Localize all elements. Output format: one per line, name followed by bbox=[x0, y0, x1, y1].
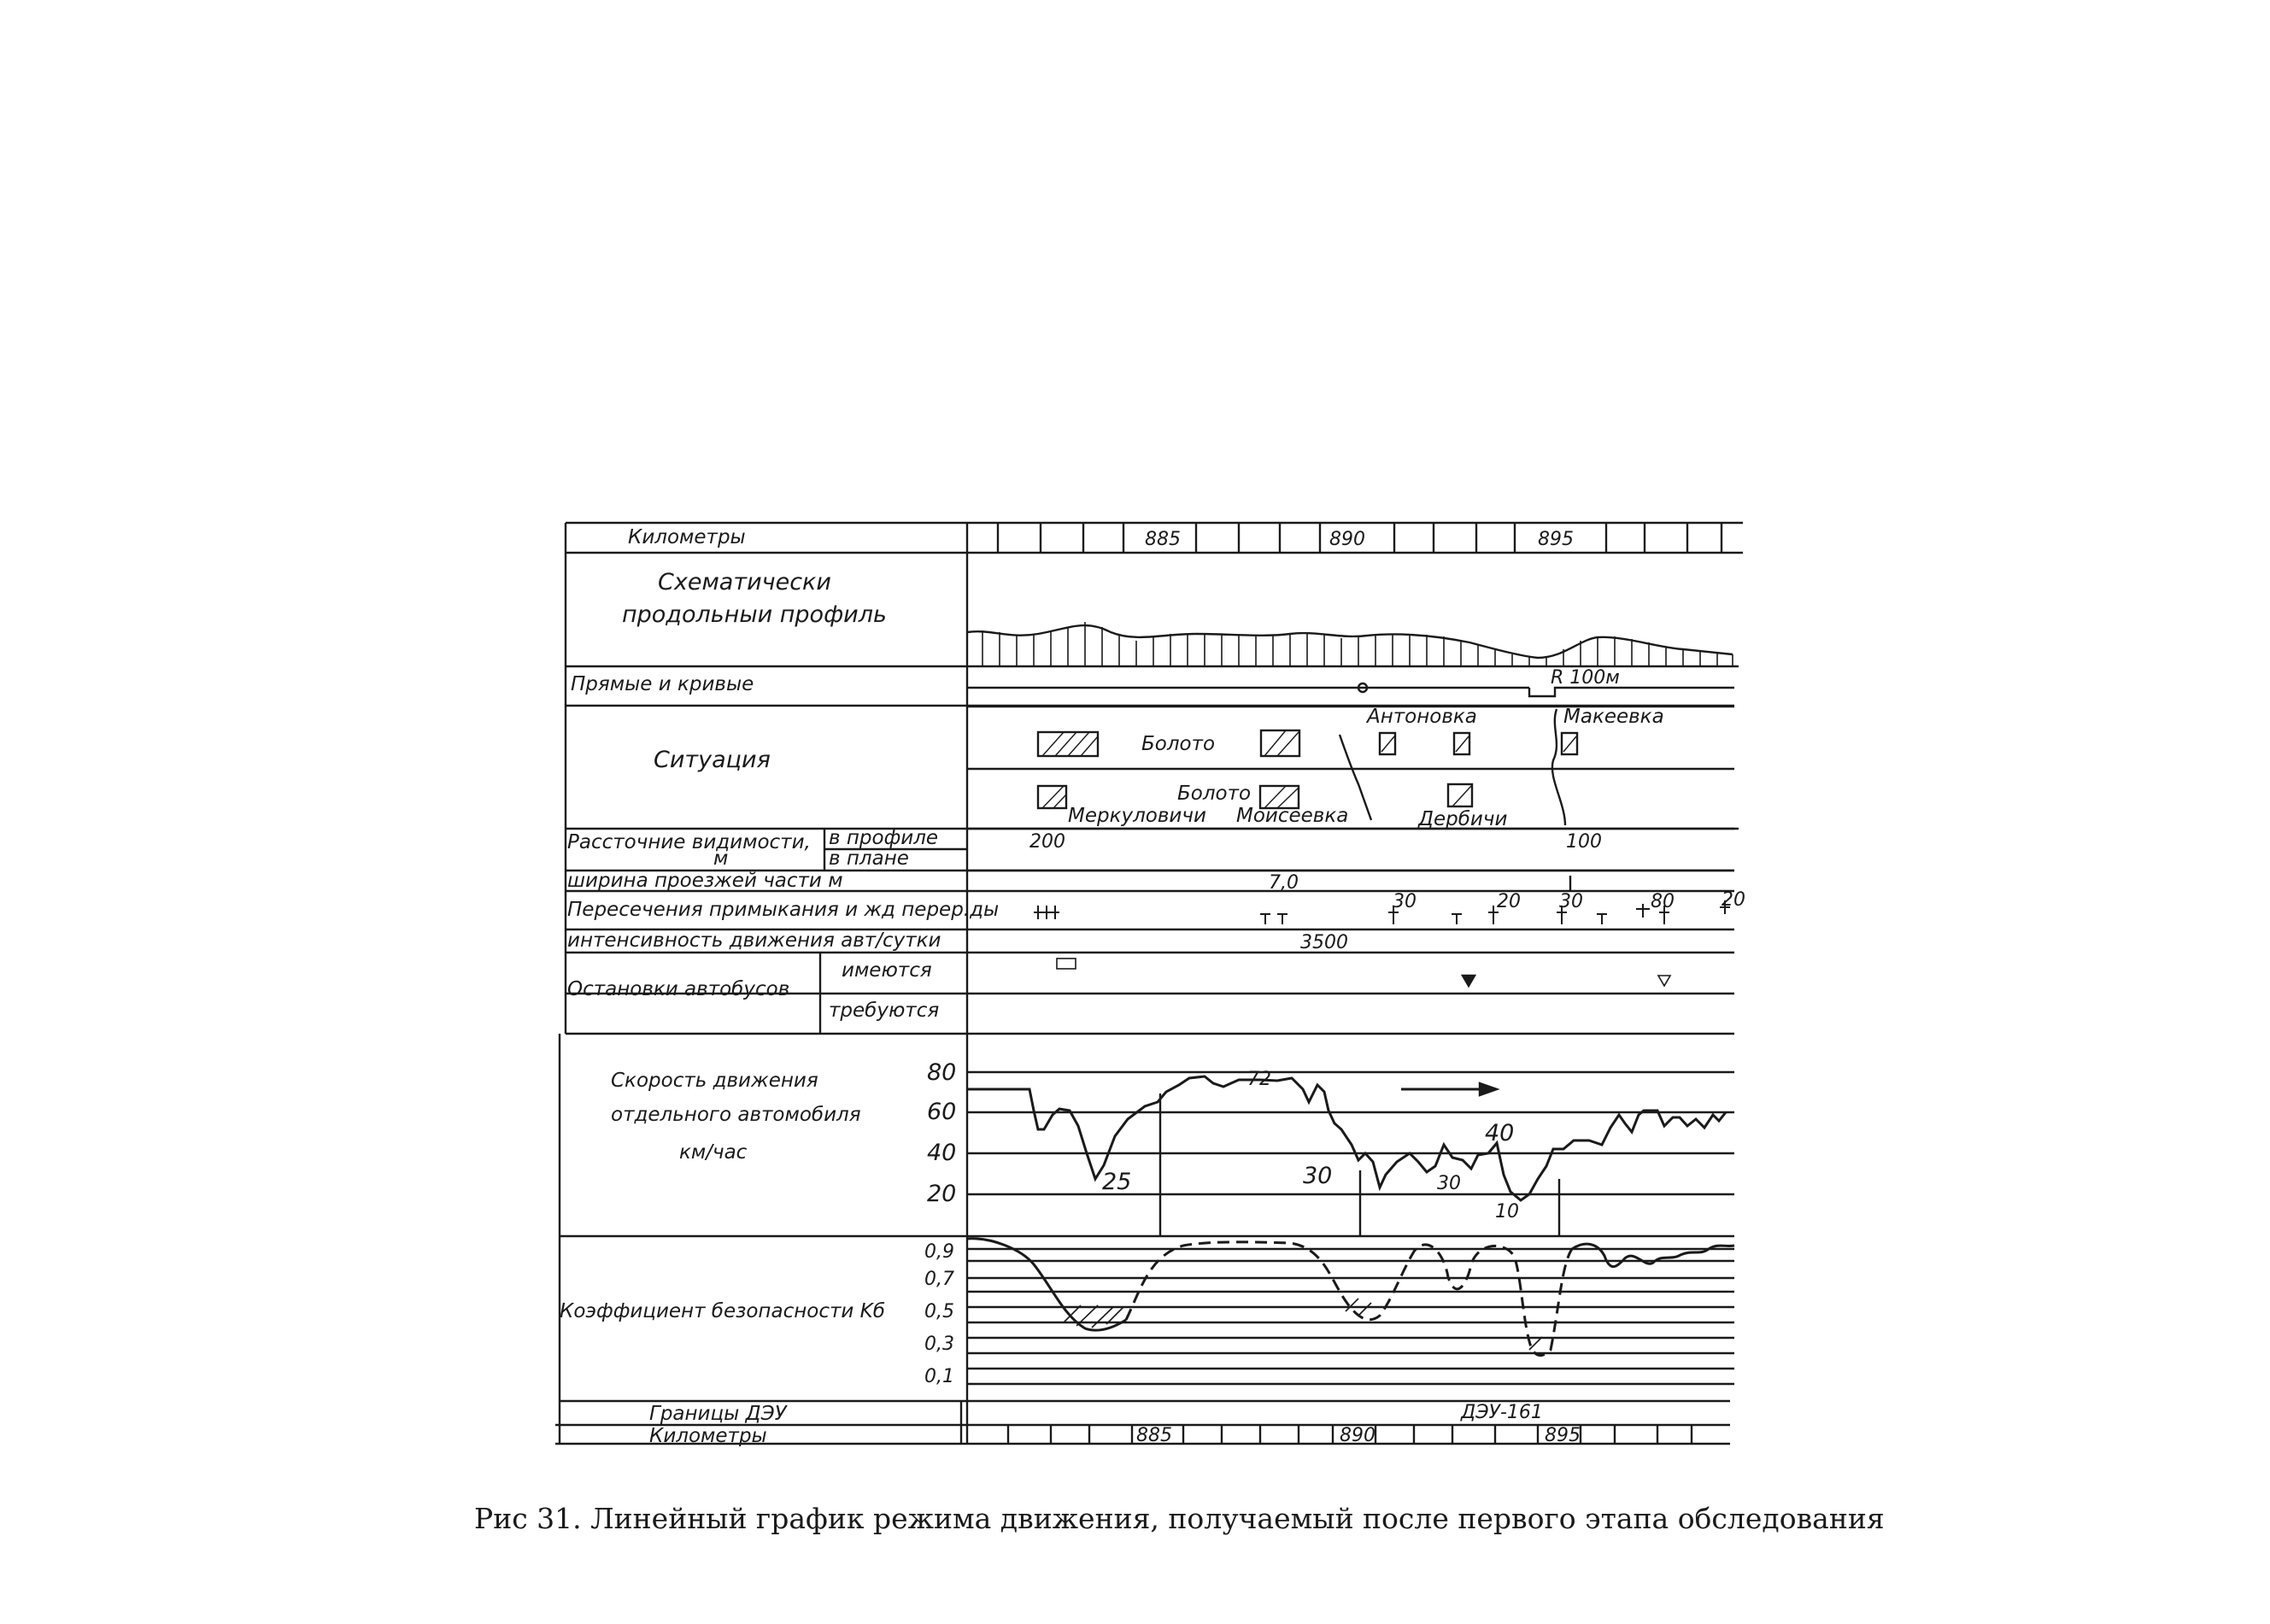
situation-label: Ситуация bbox=[654, 747, 771, 773]
safety-label: Коэффициент безопасности Kб bbox=[560, 1300, 885, 1322]
speed-tick-40: 40 bbox=[927, 1140, 957, 1166]
in-profile-label: в профиле bbox=[829, 827, 939, 849]
speed-label-72: 72 bbox=[1247, 1069, 1271, 1090]
intensity-value: 3500 bbox=[1300, 932, 1348, 953]
km-885: 885 bbox=[1145, 529, 1181, 550]
kilometers-label: Километры bbox=[628, 526, 746, 548]
crossing-80: 80 bbox=[1651, 891, 1675, 912]
crossing-20a: 20 bbox=[1497, 891, 1521, 912]
speed-label-1: Скорость движения bbox=[611, 1070, 818, 1092]
speed-label-40: 40 bbox=[1485, 1120, 1515, 1146]
swamp-1: Болото bbox=[1141, 733, 1216, 755]
road-width-label: ширина проезжей части м bbox=[567, 870, 843, 892]
profile-label-1: Схематически bbox=[658, 569, 831, 595]
safety-tick-05: 0,5 bbox=[924, 1301, 954, 1322]
speed-label-30b: 30 bbox=[1437, 1173, 1461, 1194]
place-makeevka: Макеевка bbox=[1563, 706, 1664, 728]
speed-label-25: 25 bbox=[1102, 1169, 1132, 1195]
speed-curve bbox=[967, 1076, 1726, 1200]
speed-label-30a: 30 bbox=[1303, 1163, 1333, 1189]
straights-label: Прямые и кривые bbox=[571, 673, 754, 695]
km-bottom-890: 890 bbox=[1340, 1425, 1375, 1446]
safety-tick-07: 0,7 bbox=[924, 1269, 954, 1290]
bus-stops-label: Остановки автобусов bbox=[567, 978, 790, 1000]
visibility-200: 200 bbox=[1029, 831, 1065, 853]
place-antonovka: Антоновка bbox=[1367, 706, 1477, 728]
speed-label-3: км/час bbox=[679, 1141, 748, 1164]
place-derbichi: Дербичи bbox=[1418, 808, 1508, 830]
safety-curve bbox=[967, 1239, 1126, 1330]
speed-label-10: 10 bbox=[1495, 1201, 1519, 1222]
profile-label-2: продольныи профиль bbox=[622, 601, 887, 628]
intensity-label: интенсивность движения авт/сутки bbox=[567, 929, 941, 952]
km-bottom-885: 885 bbox=[1136, 1425, 1172, 1446]
bus-stops-exist: имеются bbox=[842, 959, 932, 982]
place-moiseevka: Моисеевка bbox=[1236, 805, 1349, 827]
crossings-label: Пересечения примыкания и жд перер.ды bbox=[567, 899, 1000, 921]
swamp-2: Болото bbox=[1177, 783, 1252, 805]
visibility-100: 100 bbox=[1566, 831, 1602, 853]
bus-stops-required: требуются bbox=[829, 1000, 940, 1022]
km-895: 895 bbox=[1538, 529, 1574, 550]
speed-tick-80: 80 bbox=[927, 1059, 957, 1086]
kilometers-bottom-label: Километры bbox=[649, 1425, 767, 1447]
place-merkulovichi: Меркуловичи bbox=[1068, 805, 1206, 827]
km-bottom-895: 895 bbox=[1545, 1425, 1581, 1446]
crossing-30b: 30 bbox=[1559, 891, 1583, 912]
in-plan-label: в плане bbox=[829, 847, 909, 870]
deu-value: ДЭУ-161 bbox=[1461, 1402, 1543, 1423]
visibility-label: Рассточние видимости, bbox=[567, 831, 811, 853]
figure-caption: Рис 31. Линейный график режима движения, получаемый после первого этапа обследования bbox=[474, 1502, 1885, 1535]
road-width-value: 7,0 bbox=[1269, 872, 1299, 894]
crossing-30a: 30 bbox=[1393, 891, 1417, 912]
speed-tick-20: 20 bbox=[927, 1181, 957, 1207]
safety-tick-03: 0,3 bbox=[924, 1334, 954, 1355]
borders-label: Границы ДЭУ bbox=[649, 1403, 787, 1425]
visibility-unit: м bbox=[713, 847, 729, 870]
safety-tick-09: 0,9 bbox=[924, 1241, 954, 1263]
radius-value: R 100м bbox=[1551, 667, 1620, 689]
speed-tick-60: 60 bbox=[927, 1099, 957, 1125]
profile-curve bbox=[967, 625, 1733, 658]
safety-tick-01: 0,1 bbox=[924, 1366, 954, 1387]
crossing-20b: 20 bbox=[1722, 889, 1745, 911]
speed-label-2: отдельного автомобиля bbox=[611, 1104, 861, 1126]
km-890: 890 bbox=[1329, 529, 1365, 550]
